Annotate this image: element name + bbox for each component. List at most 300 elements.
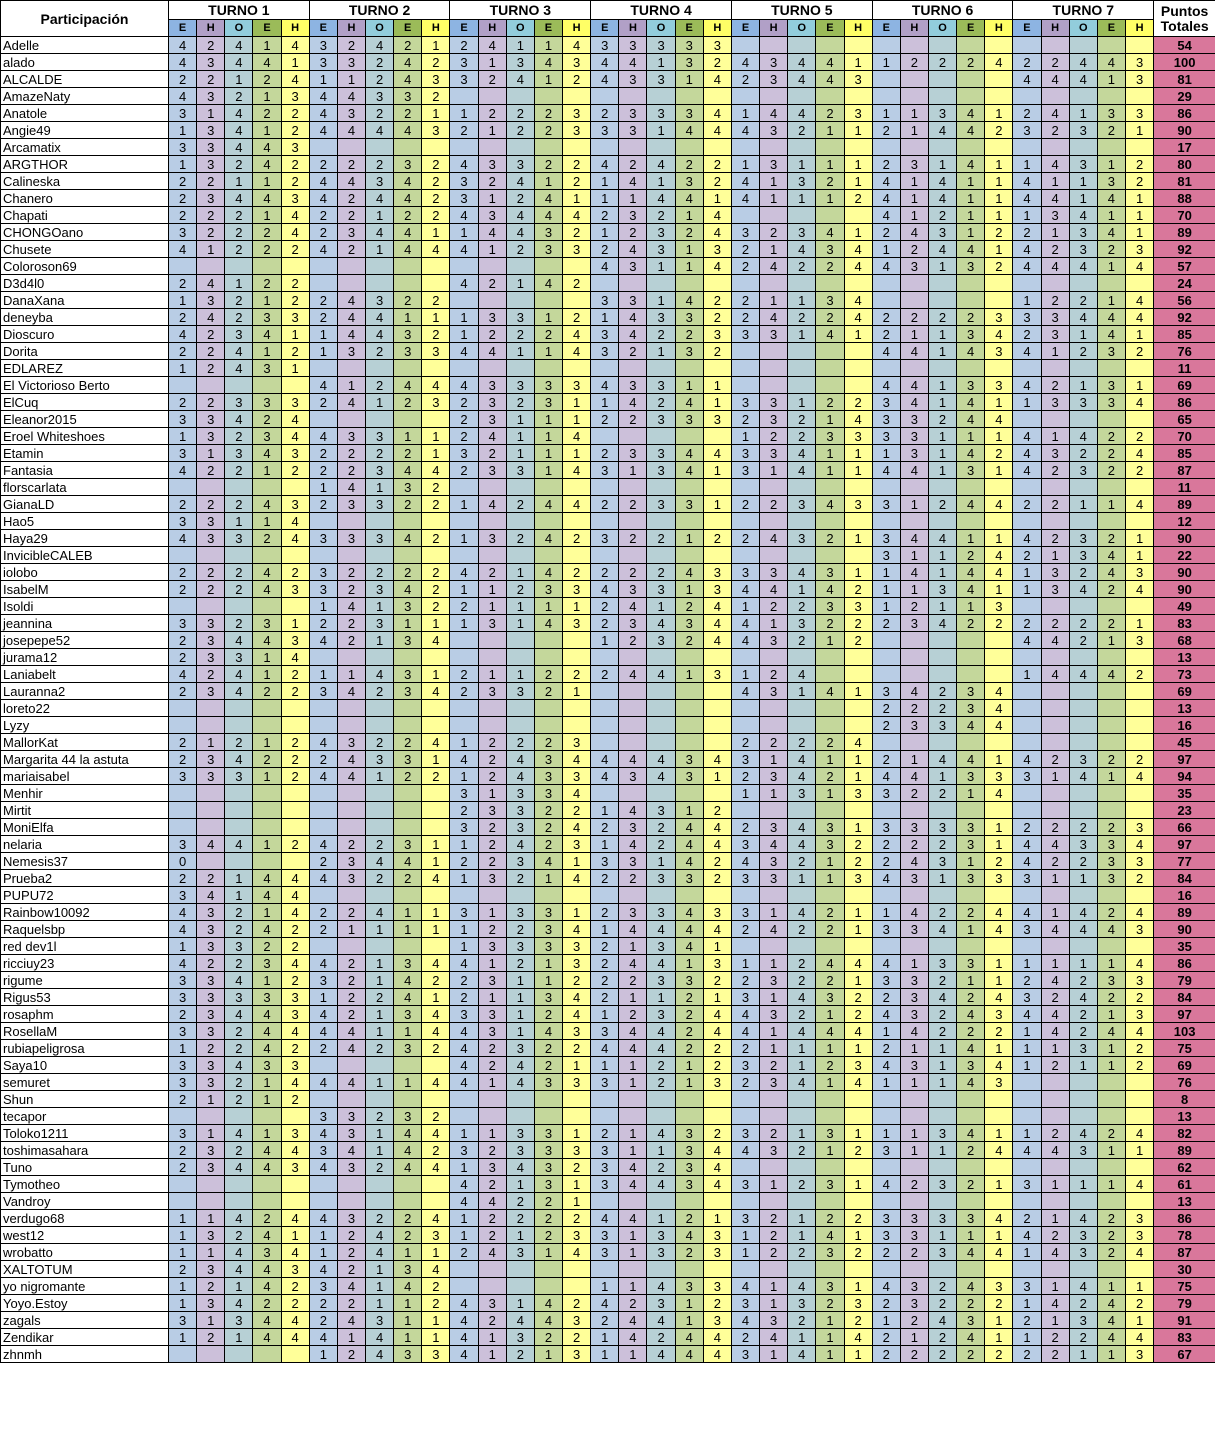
score-cell: 1 [957, 428, 985, 445]
score-cell: 1 [844, 1125, 872, 1142]
score-cell [844, 37, 872, 54]
score-cell [394, 547, 422, 564]
score-cell [281, 258, 309, 275]
score-cell [844, 275, 872, 292]
score-cell: 1 [563, 1193, 591, 1210]
score-cell: 2 [1097, 1227, 1125, 1244]
score-cell [281, 479, 309, 496]
score-cell: 4 [591, 1210, 619, 1227]
score-cell: 2 [844, 1210, 872, 1227]
score-cell: 4 [422, 1159, 450, 1176]
total-points: 69 [1154, 377, 1215, 394]
score-cell: 2 [1041, 54, 1069, 71]
score-cell [534, 360, 562, 377]
score-cell: 2 [309, 207, 337, 224]
score-cell [844, 479, 872, 496]
score-cell [1069, 1261, 1097, 1278]
score-cell: 1 [872, 1074, 900, 1091]
score-cell: 2 [422, 207, 450, 224]
score-cell: 4 [394, 54, 422, 71]
subcol-header: H [422, 20, 450, 37]
score-cell: 2 [985, 1346, 1013, 1363]
score-cell: 2 [534, 1057, 562, 1074]
score-cell [450, 1108, 478, 1125]
score-cell: 1 [731, 428, 759, 445]
score-cell: 4 [225, 105, 253, 122]
score-cell: 2 [337, 207, 365, 224]
score-cell: 3 [985, 768, 1013, 785]
score-cell [1041, 411, 1069, 428]
score-cell: 4 [703, 207, 731, 224]
score-cell: 3 [703, 955, 731, 972]
score-cell: 4 [422, 1125, 450, 1142]
participant-name: AmazeNaty [1, 88, 169, 105]
score-cell: 2 [788, 258, 816, 275]
score-cell: 4 [450, 241, 478, 258]
score-cell: 3 [1041, 581, 1069, 598]
subcol-header: H [619, 20, 647, 37]
score-cell: 3 [506, 1142, 534, 1159]
score-cell: 4 [394, 71, 422, 88]
score-cell: 2 [731, 258, 759, 275]
table-row [1, 1006, 1215, 1023]
score-cell: 1 [366, 241, 394, 258]
score-cell: 3 [1125, 921, 1153, 938]
score-cell: 3 [197, 615, 225, 632]
score-cell: 2 [534, 836, 562, 853]
table-row [1, 700, 1215, 717]
score-cell: 3 [1097, 343, 1125, 360]
score-cell: 2 [675, 156, 703, 173]
score-cell: 1 [760, 989, 788, 1006]
score-cell: 1 [844, 530, 872, 547]
score-cell: 1 [591, 836, 619, 853]
score-cell [366, 1176, 394, 1193]
score-cell [928, 139, 956, 156]
score-cell: 1 [506, 598, 534, 615]
score-cell: 2 [591, 241, 619, 258]
score-cell: 4 [225, 37, 253, 54]
score-cell: 4 [788, 666, 816, 683]
score-cell: 2 [450, 598, 478, 615]
score-cell: 3 [1125, 71, 1153, 88]
score-cell: 3 [844, 785, 872, 802]
score-cell [197, 802, 225, 819]
score-cell [619, 683, 647, 700]
score-cell [1069, 734, 1097, 751]
score-cell [1125, 683, 1153, 700]
score-cell [900, 666, 928, 683]
score-cell: 1 [816, 1074, 844, 1091]
score-cell: 4 [647, 1125, 675, 1142]
puntos-totales-line2: Totales [1160, 17, 1209, 34]
score-cell [309, 649, 337, 666]
score-cell: 2 [563, 1295, 591, 1312]
score-cell: 4 [1097, 1329, 1125, 1346]
score-cell: 2 [169, 343, 197, 360]
score-cell [1013, 683, 1041, 700]
score-cell [844, 139, 872, 156]
score-cell [985, 139, 1013, 156]
score-cell: 3 [253, 615, 281, 632]
score-cell [844, 1108, 872, 1125]
score-cell [563, 139, 591, 156]
table-row [1, 955, 1215, 972]
score-cell: 2 [450, 122, 478, 139]
score-cell: 2 [816, 734, 844, 751]
score-cell: 3 [563, 1346, 591, 1363]
score-cell: 4 [394, 377, 422, 394]
score-cell: 1 [253, 122, 281, 139]
score-cell: 3 [872, 411, 900, 428]
score-cell: 2 [534, 105, 562, 122]
total-points: 13 [1154, 649, 1215, 666]
score-cell: 4 [957, 564, 985, 581]
score-cell: 4 [703, 615, 731, 632]
score-cell: 1 [1097, 632, 1125, 649]
score-cell: 3 [197, 88, 225, 105]
score-cell: 1 [844, 122, 872, 139]
score-cell [591, 88, 619, 105]
score-cell: 4 [591, 1295, 619, 1312]
score-cell: 2 [563, 530, 591, 547]
score-cell: 1 [1041, 1312, 1069, 1329]
score-cell: 4 [647, 1346, 675, 1363]
score-cell [788, 139, 816, 156]
score-cell: 3 [506, 785, 534, 802]
score-cell: 4 [253, 445, 281, 462]
score-cell: 4 [872, 190, 900, 207]
table-row [1, 88, 1215, 105]
score-cell: 3 [1125, 1006, 1153, 1023]
score-cell [169, 598, 197, 615]
score-cell: 4 [197, 836, 225, 853]
score-cell: 2 [872, 309, 900, 326]
score-cell [1041, 275, 1069, 292]
score-cell: 1 [985, 1040, 1013, 1057]
table-row [1, 1227, 1215, 1244]
score-cell: 1 [1097, 1346, 1125, 1363]
score-cell: 1 [957, 530, 985, 547]
score-cell: 4 [788, 1023, 816, 1040]
score-cell: 4 [619, 1040, 647, 1057]
score-cell [591, 1193, 619, 1210]
score-cell: 4 [478, 428, 506, 445]
score-cell [591, 700, 619, 717]
score-cell: 2 [281, 105, 309, 122]
score-cell: 2 [169, 1142, 197, 1159]
score-cell [985, 802, 1013, 819]
score-cell: 4 [169, 88, 197, 105]
score-cell [760, 207, 788, 224]
score-cell: 1 [1013, 207, 1041, 224]
score-cell [422, 938, 450, 955]
score-cell [169, 802, 197, 819]
score-cell: 3 [928, 853, 956, 870]
table-row [1, 1074, 1215, 1091]
score-cell: 4 [591, 1040, 619, 1057]
score-cell: 2 [309, 292, 337, 309]
table-row [1, 105, 1215, 122]
score-cell [450, 700, 478, 717]
score-cell: 2 [816, 309, 844, 326]
score-cell: 1 [450, 1227, 478, 1244]
score-cell: 4 [506, 751, 534, 768]
score-cell: 2 [619, 564, 647, 581]
score-cell [872, 479, 900, 496]
participant-name: deneyba [1, 309, 169, 326]
score-cell [1097, 700, 1125, 717]
score-cell: 1 [619, 190, 647, 207]
score-cell: 2 [731, 921, 759, 938]
score-cell [1013, 360, 1041, 377]
score-cell: 3 [816, 1244, 844, 1261]
score-cell: 1 [985, 428, 1013, 445]
score-cell: 3 [703, 666, 731, 683]
score-cell: 4 [957, 1278, 985, 1295]
score-cell: 3 [197, 989, 225, 1006]
score-cell: 1 [816, 1040, 844, 1057]
score-cell: 2 [703, 343, 731, 360]
score-cell: 3 [760, 972, 788, 989]
score-cell: 1 [957, 173, 985, 190]
score-cell: 3 [703, 37, 731, 54]
score-cell: 1 [309, 479, 337, 496]
score-cell: 3 [703, 1312, 731, 1329]
score-cell [309, 139, 337, 156]
score-cell: 2 [928, 496, 956, 513]
score-cell: 4 [253, 1006, 281, 1023]
total-points: 89 [1154, 496, 1215, 513]
subcol-header: O [788, 20, 816, 37]
score-cell: 4 [225, 632, 253, 649]
score-cell: 2 [1069, 343, 1097, 360]
score-cell: 4 [366, 1244, 394, 1261]
score-cell: 2 [225, 292, 253, 309]
score-cell: 4 [281, 955, 309, 972]
score-cell: 3 [675, 411, 703, 428]
score-cell: 1 [563, 853, 591, 870]
score-cell: 3 [928, 581, 956, 598]
score-cell: 1 [450, 938, 478, 955]
score-cell: 4 [337, 1142, 365, 1159]
score-cell: 4 [675, 1346, 703, 1363]
score-cell [872, 1159, 900, 1176]
score-cell [197, 853, 225, 870]
score-cell: 4 [675, 190, 703, 207]
score-cell [478, 717, 506, 734]
participant-name: Hao5 [1, 513, 169, 530]
score-cell [169, 700, 197, 717]
score-cell: 2 [337, 445, 365, 462]
score-cell: 1 [760, 1040, 788, 1057]
score-cell [872, 1193, 900, 1210]
score-cell: 2 [366, 870, 394, 887]
score-cell: 3 [675, 972, 703, 989]
score-cell: 1 [366, 479, 394, 496]
score-cell: 1 [844, 54, 872, 71]
score-cell: 2 [619, 224, 647, 241]
score-cell: 3 [563, 122, 591, 139]
score-cell: 4 [1013, 343, 1041, 360]
score-cell: 3 [731, 1295, 759, 1312]
score-cell: 1 [506, 411, 534, 428]
score-cell: 4 [1069, 309, 1097, 326]
total-points: 92 [1154, 241, 1215, 258]
participant-name: GianaLD [1, 496, 169, 513]
score-cell: 2 [478, 1210, 506, 1227]
score-cell: 2 [675, 632, 703, 649]
score-cell: 3 [647, 802, 675, 819]
score-cell: 3 [563, 1312, 591, 1329]
participant-name: Angie49 [1, 122, 169, 139]
score-cell: 3 [450, 819, 478, 836]
score-cell: 1 [450, 581, 478, 598]
score-cell [900, 938, 928, 955]
total-points: 90 [1154, 581, 1215, 598]
score-cell: 2 [844, 1006, 872, 1023]
score-cell [816, 377, 844, 394]
score-cell: 4 [309, 1159, 337, 1176]
score-cell: 2 [450, 972, 478, 989]
score-cell: 4 [619, 836, 647, 853]
score-cell: 4 [957, 156, 985, 173]
score-cell: 1 [1097, 768, 1125, 785]
score-cell: 1 [563, 411, 591, 428]
score-cell [1097, 683, 1125, 700]
score-cell: 4 [169, 904, 197, 921]
score-cell: 1 [169, 1244, 197, 1261]
score-cell: 3 [366, 530, 394, 547]
score-cell: 3 [169, 105, 197, 122]
score-cell [900, 37, 928, 54]
score-cell: 2 [197, 394, 225, 411]
score-cell: 4 [169, 462, 197, 479]
score-cell [872, 71, 900, 88]
total-points: 80 [1154, 156, 1215, 173]
score-cell: 3 [872, 921, 900, 938]
table-row [1, 530, 1215, 547]
score-cell: 1 [506, 37, 534, 54]
score-cell [788, 1159, 816, 1176]
participant-name: Dorita [1, 343, 169, 360]
score-cell: 2 [647, 207, 675, 224]
score-cell [844, 377, 872, 394]
score-cell [1013, 785, 1041, 802]
subcol-header: E [169, 20, 197, 37]
score-cell: 1 [1041, 1040, 1069, 1057]
score-cell: 3 [675, 1125, 703, 1142]
score-cell [422, 649, 450, 666]
score-cell: 1 [619, 989, 647, 1006]
score-cell: 1 [366, 1006, 394, 1023]
score-cell: 1 [394, 1312, 422, 1329]
score-cell: 3 [281, 1006, 309, 1023]
score-cell: 3 [506, 54, 534, 71]
score-cell: 4 [225, 190, 253, 207]
score-cell: 2 [534, 1193, 562, 1210]
score-cell: 3 [197, 904, 225, 921]
score-cell [1013, 802, 1041, 819]
score-cell: 1 [422, 615, 450, 632]
score-cell: 2 [506, 496, 534, 513]
score-cell [1041, 649, 1069, 666]
score-cell [1013, 938, 1041, 955]
score-cell: 2 [534, 326, 562, 343]
score-cell: 4 [309, 1023, 337, 1040]
score-cell: 2 [197, 666, 225, 683]
score-cell: 2 [225, 462, 253, 479]
score-cell: 2 [366, 71, 394, 88]
score-cell: 4 [253, 156, 281, 173]
score-cell: 3 [225, 938, 253, 955]
score-cell: 2 [337, 632, 365, 649]
score-cell [506, 632, 534, 649]
score-cell: 3 [731, 989, 759, 1006]
score-cell [788, 547, 816, 564]
score-cell: 2 [337, 1227, 365, 1244]
score-cell: 4 [844, 241, 872, 258]
score-cell [422, 275, 450, 292]
score-cell [788, 1193, 816, 1210]
score-cell: 2 [534, 122, 562, 139]
score-cell [281, 700, 309, 717]
score-cell: 1 [169, 292, 197, 309]
score-cell: 3 [731, 870, 759, 887]
score-cell: 4 [563, 921, 591, 938]
score-cell: 3 [900, 921, 928, 938]
score-cell: 1 [563, 394, 591, 411]
score-cell: 2 [563, 1329, 591, 1346]
score-cell: 4 [957, 445, 985, 462]
score-cell [985, 632, 1013, 649]
score-cell: 2 [928, 836, 956, 853]
table-row [1, 156, 1215, 173]
score-cell: 2 [1041, 292, 1069, 309]
score-cell [422, 1091, 450, 1108]
score-cell: 1 [816, 190, 844, 207]
score-cell: 1 [703, 462, 731, 479]
score-cell [394, 802, 422, 819]
score-cell: 1 [506, 666, 534, 683]
score-cell: 2 [760, 1244, 788, 1261]
score-cell: 2 [534, 1006, 562, 1023]
score-cell [225, 258, 253, 275]
score-cell: 4 [394, 972, 422, 989]
score-cell: 3 [394, 479, 422, 496]
score-cell: 2 [281, 666, 309, 683]
score-cell: 3 [619, 615, 647, 632]
score-cell: 3 [1125, 241, 1153, 258]
score-cell: 4 [478, 1193, 506, 1210]
score-cell: 2 [422, 564, 450, 581]
score-cell: 2 [225, 955, 253, 972]
score-cell [1069, 1091, 1097, 1108]
score-cell: 3 [900, 258, 928, 275]
score-cell: 4 [647, 955, 675, 972]
score-cell: 4 [788, 904, 816, 921]
total-points: 89 [1154, 904, 1215, 921]
score-cell: 1 [281, 54, 309, 71]
score-cell: 4 [534, 54, 562, 71]
score-cell: 3 [957, 768, 985, 785]
participant-name: Raquelsbp [1, 921, 169, 938]
participant-name: jurama12 [1, 649, 169, 666]
score-cell: 4 [394, 173, 422, 190]
score-cell [928, 649, 956, 666]
score-cell: 4 [450, 275, 478, 292]
subcol-header: H [985, 20, 1013, 37]
